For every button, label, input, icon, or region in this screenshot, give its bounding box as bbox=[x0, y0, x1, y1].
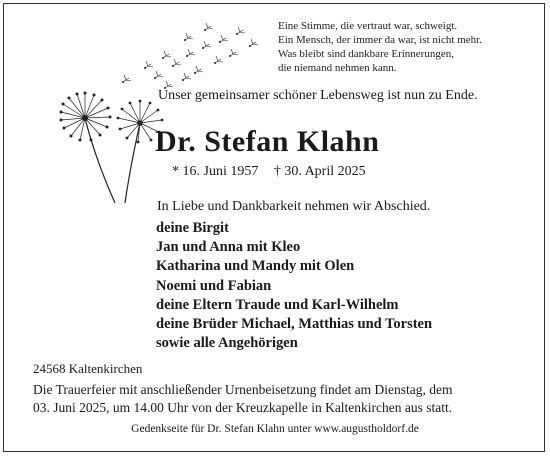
mourner-line: Katharina und Mandy mit Olen bbox=[156, 258, 355, 275]
poem-line: Was bleibt sind dankbare Erinnerungen, bbox=[278, 48, 454, 60]
mourner-line: deine Brüder Michael, Matthias und Torsten bbox=[156, 316, 433, 333]
poem-line: Eine Stimme, die vertraut war, schweigt. bbox=[278, 20, 458, 32]
mourner-line: Noemi und Fabian bbox=[156, 277, 272, 294]
farewell-text: In Liebe und Dankbarkeit nehmen wir Abschied. bbox=[157, 199, 431, 214]
birth-date: * 16. Juni 1957 bbox=[172, 164, 259, 179]
mourner-line: deine Birgit bbox=[156, 220, 229, 236]
mourner-line: Jan und Anna mit Kleo bbox=[156, 239, 301, 256]
poem bbox=[278, 19, 482, 75]
intro-text: Unser gemeinsamer schöner Lebensweg ist nun zu Ende. bbox=[158, 88, 478, 103]
memorial-page-text: Gedenkseite für Dr. Stefan Klahn unter www.augustholdorf.de bbox=[131, 423, 419, 435]
service-info bbox=[33, 381, 533, 417]
poem-line: Ein Mensch, der immer da war, ist nicht mehr. bbox=[278, 34, 482, 46]
place-text: 24568 Kaltenkirchen bbox=[33, 361, 143, 376]
deceased-name: Dr. Stefan Klahn bbox=[155, 125, 380, 158]
life-dates bbox=[172, 164, 366, 180]
death-date: † 30. April 2025 bbox=[273, 164, 366, 179]
mourners-list bbox=[156, 219, 432, 353]
service-line: Die Trauerfeier mit anschließender Urnenbeisetzung findet am Dienstag, dem bbox=[33, 382, 453, 397]
mourner-line: sowie alle Angehörigen bbox=[156, 335, 298, 352]
service-line: 03. Juni 2025, um 14.00 Uhr von der Kreuzkapelle in Kaltenkirchen aus statt. bbox=[33, 400, 453, 415]
poem-line: die niemand nehmen kann. bbox=[278, 62, 397, 74]
mourner-line: deine Eltern Traude und Karl-Wilhelm bbox=[156, 296, 399, 313]
